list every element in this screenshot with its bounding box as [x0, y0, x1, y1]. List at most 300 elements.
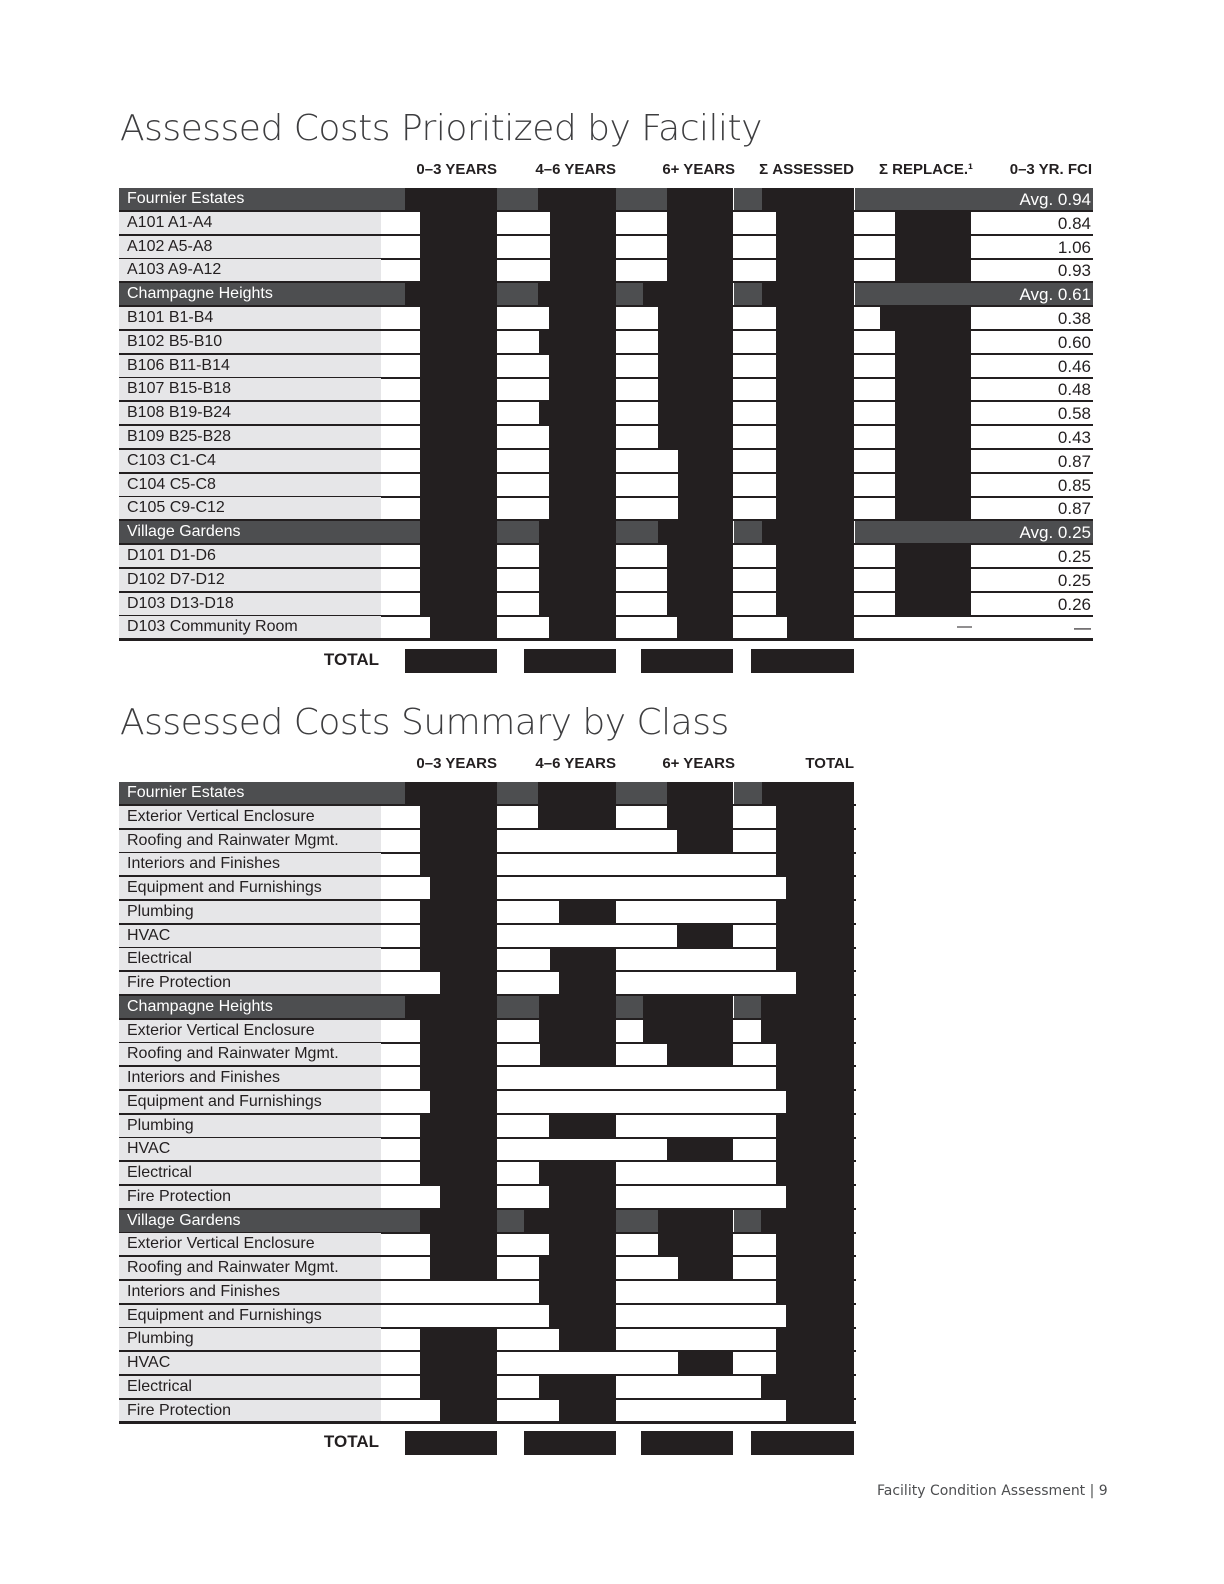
table-row	[119, 1115, 856, 1139]
redacted-value	[420, 426, 497, 450]
table-row	[119, 1257, 856, 1281]
table-row	[119, 450, 1093, 474]
table-row	[119, 830, 856, 854]
group-row	[119, 1210, 856, 1234]
redacted-total-value	[641, 649, 733, 673]
redacted-value	[420, 212, 497, 236]
fci-value: 0.46	[1057, 356, 1091, 376]
redacted-value	[420, 450, 497, 474]
redacted-value	[538, 283, 616, 307]
fci-average: Avg. 0.61	[1019, 285, 1091, 305]
fci-value: 0.26	[1057, 594, 1091, 614]
redacted-value	[895, 212, 971, 236]
table-row	[119, 901, 856, 925]
row-label: Roofing and Rainwater Mgmt.	[119, 1257, 381, 1279]
column-header: 0–3 YEARS	[416, 755, 497, 772]
redacted-value	[776, 450, 854, 474]
redacted-value	[776, 1328, 854, 1352]
redacted-value	[895, 426, 971, 450]
redacted-value	[895, 593, 971, 617]
redacted-value	[776, 474, 854, 498]
column-header: 6+ YEARS	[662, 755, 735, 772]
table-row	[119, 331, 1093, 355]
redacted-value	[776, 426, 854, 450]
redacted-value	[776, 1281, 854, 1305]
group-header-bar	[497, 521, 539, 543]
redacted-value	[559, 1328, 616, 1352]
redacted-value	[538, 188, 616, 212]
redacted-value	[420, 521, 497, 545]
redacted-value	[776, 901, 854, 925]
table-row	[119, 497, 1093, 521]
page-footer: Facility Condition Assessment | 9	[877, 1483, 1108, 1499]
redacted-value	[549, 616, 616, 640]
table-row	[119, 1091, 856, 1115]
redacted-value	[539, 1376, 616, 1400]
redacted-value	[776, 1067, 854, 1091]
redacted-value	[786, 1305, 854, 1329]
table-row	[119, 925, 856, 949]
redacted-value	[677, 616, 733, 640]
group-row	[119, 283, 1093, 307]
redacted-value	[895, 331, 971, 355]
redacted-value	[539, 569, 616, 593]
group-header-bar	[616, 521, 658, 543]
redacted-value	[762, 188, 854, 212]
redacted-value	[762, 782, 854, 806]
redacted-value	[678, 474, 733, 498]
group-header-bar	[734, 1210, 761, 1232]
redacted-value	[895, 474, 971, 498]
redacted-value	[420, 355, 497, 379]
row-label: D103 Community Room	[119, 616, 381, 638]
row-label: Equipment and Furnishings	[119, 1305, 381, 1327]
column-header: 6+ YEARS	[662, 161, 735, 178]
redacted-value	[420, 948, 497, 972]
table-row	[119, 236, 1093, 260]
redacted-value	[549, 378, 616, 402]
column-header: TOTAL	[805, 755, 854, 772]
table-row	[119, 307, 1093, 331]
redacted-value	[895, 402, 971, 426]
redacted-value	[667, 806, 733, 830]
table-row	[119, 806, 856, 830]
redacted-value	[895, 545, 971, 569]
redacted-value	[658, 402, 733, 426]
row-label: B107 B15-B18	[119, 378, 381, 400]
row-label: C103 C1-C4	[119, 450, 381, 472]
redacted-value	[539, 545, 616, 569]
redacted-value	[658, 355, 733, 379]
redacted-value	[776, 497, 854, 521]
redacted-value	[549, 355, 616, 379]
redacted-total-value	[751, 649, 854, 673]
group-header-bar	[616, 1210, 658, 1232]
redacted-value	[539, 1162, 616, 1186]
redacted-value	[420, 545, 497, 569]
redacted-value	[538, 782, 616, 806]
group-header-bar	[616, 188, 667, 210]
redacted-value	[762, 283, 854, 307]
redacted-value	[420, 925, 497, 949]
redacted-value	[550, 212, 616, 236]
redacted-value	[776, 925, 854, 949]
table-row	[119, 1281, 856, 1305]
redacted-value	[405, 996, 497, 1020]
group-label: Champagne Heights	[119, 996, 407, 1018]
redacted-value	[667, 593, 733, 617]
row-label: Fire Protection	[119, 972, 381, 994]
redacted-value	[658, 307, 733, 331]
table-row	[119, 355, 1093, 379]
redacted-value	[549, 474, 616, 498]
table-row	[119, 1305, 856, 1329]
redacted-value	[430, 616, 497, 640]
fci-average: Avg. 0.94	[1019, 190, 1091, 209]
table-row	[119, 1162, 856, 1186]
redacted-total-value	[751, 1431, 854, 1455]
redacted-value	[667, 782, 733, 806]
group-header-bar	[734, 521, 762, 543]
table-row	[119, 616, 1093, 640]
redacted-value	[895, 355, 971, 379]
redacted-value	[658, 378, 733, 402]
row-label: Plumbing	[119, 1328, 381, 1350]
fci-value: 0.84	[1057, 213, 1091, 233]
redacted-value	[761, 996, 854, 1020]
redacted-value	[776, 1162, 854, 1186]
redacted-value	[667, 259, 733, 283]
redacted-value	[440, 1400, 497, 1424]
redacted-value	[420, 1210, 497, 1234]
redacted-value	[539, 1281, 616, 1305]
table-row	[119, 426, 1093, 450]
redacted-value	[420, 1138, 497, 1162]
redacted-value	[559, 901, 616, 925]
group-row	[119, 996, 856, 1020]
redacted-value	[440, 1186, 497, 1210]
redacted-value	[667, 1138, 733, 1162]
group-row	[119, 521, 1093, 545]
redacted-value	[420, 402, 497, 426]
group-label: Village Gardens	[119, 1210, 407, 1232]
group-header-bar	[497, 283, 538, 305]
redacted-value	[643, 996, 733, 1020]
fci-value: 0.25	[1057, 547, 1091, 566]
table-row	[119, 402, 1093, 426]
group-header-bar	[497, 782, 538, 804]
table-row	[119, 593, 1093, 617]
total-label: TOTAL	[323, 650, 379, 669]
redacted-value	[524, 1210, 616, 1234]
group-label: Fournier Estates	[119, 782, 407, 804]
redacted-value	[658, 1233, 733, 1257]
redacted-value	[430, 1233, 497, 1257]
redacted-value	[539, 331, 616, 355]
redacted-total-value	[405, 1431, 497, 1455]
redacted-value	[667, 569, 733, 593]
redacted-total-value	[524, 649, 616, 673]
group-header-bar	[616, 996, 643, 1018]
row-label: B108 B19-B24	[119, 402, 381, 424]
row-label: Plumbing	[119, 901, 381, 923]
fci-value: 0.48	[1057, 380, 1091, 400]
fci-value: 0.93	[1057, 261, 1091, 281]
redacted-value	[761, 1020, 854, 1044]
redacted-value	[776, 1043, 854, 1067]
redacted-value	[776, 331, 854, 355]
row-label: Electrical	[119, 948, 381, 970]
row-label: B102 B5-B10	[119, 331, 381, 353]
redacted-value	[420, 830, 497, 854]
redacted-value	[420, 593, 497, 617]
group-header-bar	[497, 996, 539, 1018]
redacted-value	[549, 1305, 616, 1329]
row-label: Interiors and Finishes	[119, 1281, 381, 1303]
redacted-value	[420, 307, 497, 331]
redacted-value	[761, 1210, 854, 1234]
column-header: Σ REPLACE.¹	[878, 161, 973, 178]
redacted-value	[420, 378, 497, 402]
redacted-value	[539, 402, 616, 426]
row-label: Interiors and Finishes	[119, 853, 381, 875]
redacted-value	[549, 426, 616, 450]
redacted-value	[549, 450, 616, 474]
redacted-value	[786, 1186, 854, 1210]
section-title-prioritized-by-facility: Assessed Costs Prioritized by Facility	[120, 108, 762, 149]
redacted-value	[643, 1020, 733, 1044]
redacted-value	[787, 616, 854, 640]
row-label: C105 C9-C12	[119, 497, 381, 519]
column-header: 4–6 YEARS	[535, 755, 616, 772]
redacted-value	[776, 212, 854, 236]
table-bottom-rule	[119, 1421, 856, 1424]
column-header: 0–3 YEARS	[416, 161, 497, 178]
redacted-value	[420, 236, 497, 260]
fci-value: 0.85	[1057, 475, 1091, 495]
table-bottom-rule	[119, 638, 1093, 641]
redacted-value	[776, 402, 854, 426]
table-row	[119, 1020, 856, 1044]
row-label: D103 D13-D18	[119, 593, 381, 615]
redacted-value	[430, 877, 497, 901]
redacted-value	[776, 1115, 854, 1139]
row-label: Fire Protection	[119, 1186, 381, 1208]
fci-value: 0.87	[1057, 499, 1091, 519]
redacted-value	[559, 1400, 616, 1424]
redacted-value	[430, 1257, 497, 1281]
row-label: Equipment and Furnishings	[119, 1091, 381, 1113]
redacted-value	[895, 259, 971, 283]
fci-value: 0.58	[1057, 404, 1091, 424]
redacted-value	[776, 1233, 854, 1257]
redacted-value	[895, 497, 971, 521]
redacted-value	[776, 948, 854, 972]
redacted-value	[762, 521, 854, 545]
redacted-value	[550, 236, 616, 260]
redacted-value	[420, 1043, 497, 1067]
redacted-value	[420, 259, 497, 283]
redacted-value	[678, 497, 733, 521]
row-label: Exterior Vertical Enclosure	[119, 1233, 381, 1255]
redacted-total-value	[524, 1431, 616, 1455]
table-row	[119, 1233, 856, 1257]
redacted-value	[420, 901, 497, 925]
redacted-value	[678, 450, 733, 474]
redacted-value	[776, 1352, 854, 1376]
row-label: Equipment and Furnishings	[119, 877, 381, 899]
redacted-value	[420, 1067, 497, 1091]
table-row	[119, 948, 856, 972]
redacted-value	[776, 569, 854, 593]
row-label: B109 B25-B28	[119, 426, 381, 448]
group-row	[119, 782, 856, 806]
table-row	[119, 1400, 856, 1424]
redacted-value	[559, 972, 616, 996]
redacted-value	[776, 236, 854, 260]
group-label: Fournier Estates	[119, 188, 407, 210]
redacted-value	[658, 426, 733, 450]
redacted-value	[667, 236, 733, 260]
fci-value: 0.43	[1057, 428, 1091, 447]
table-row	[119, 378, 1093, 402]
redacted-value	[776, 355, 854, 379]
group-header-bar	[734, 283, 762, 305]
row-label: Roofing and Rainwater Mgmt.	[119, 1043, 381, 1065]
row-label: Fire Protection	[119, 1400, 381, 1422]
column-header: 0–3 YR. FCI	[1009, 161, 1092, 178]
table-row	[119, 545, 1093, 569]
row-label: B106 B11-B14	[119, 355, 381, 377]
redacted-value	[540, 1043, 616, 1067]
redacted-value	[420, 474, 497, 498]
redacted-value	[786, 877, 854, 901]
redacted-value	[549, 307, 616, 331]
redacted-value	[549, 1115, 616, 1139]
redacted-value	[539, 593, 616, 617]
row-label: HVAC	[119, 1138, 381, 1160]
fci-value: 0.60	[1057, 332, 1091, 352]
table-row	[119, 853, 856, 877]
redacted-value	[420, 1115, 497, 1139]
fci-value: 0.25	[1057, 570, 1091, 590]
redacted-value	[420, 569, 497, 593]
redacted-value	[549, 497, 616, 521]
row-label: Exterior Vertical Enclosure	[119, 1020, 381, 1042]
redacted-value	[667, 1043, 733, 1067]
table-row	[119, 1352, 856, 1376]
redacted-value	[405, 188, 497, 212]
redacted-value	[776, 1138, 854, 1162]
redacted-value	[895, 569, 971, 593]
group-header-bar	[734, 996, 761, 1018]
redacted-value	[550, 259, 616, 283]
column-header: 4–6 YEARS	[535, 161, 616, 178]
group-header-bar	[616, 283, 643, 305]
redacted-value	[549, 1233, 616, 1257]
redacted-value	[550, 948, 616, 972]
redacted-value	[658, 331, 733, 355]
fci-value: 1.06	[1057, 237, 1091, 257]
group-header-bar	[734, 782, 762, 804]
redacted-value	[420, 331, 497, 355]
table-row	[119, 474, 1093, 498]
redacted-total-value	[641, 1431, 733, 1455]
group-label: Village Gardens	[119, 521, 407, 543]
row-label: Electrical	[119, 1376, 381, 1398]
redacted-value	[776, 853, 854, 877]
row-label: Roofing and Rainwater Mgmt.	[119, 830, 381, 852]
group-label: Champagne Heights	[119, 283, 407, 305]
fci-average: Avg. 0.25	[1019, 523, 1091, 543]
redacted-value	[776, 830, 854, 854]
redacted-value	[420, 497, 497, 521]
redacted-value	[539, 521, 616, 545]
replace-value-dash: —	[957, 618, 972, 636]
row-label: Plumbing	[119, 1115, 381, 1137]
table-row	[119, 212, 1093, 236]
redacted-value	[667, 212, 733, 236]
redacted-value	[786, 1400, 854, 1424]
row-label: A103 A9-A12	[119, 259, 381, 281]
row-label: B101 B1-B4	[119, 307, 381, 329]
table-row	[119, 1328, 856, 1352]
row-label: HVAC	[119, 925, 381, 947]
table-row	[119, 972, 856, 996]
row-label: Exterior Vertical Enclosure	[119, 806, 381, 828]
redacted-value	[895, 378, 971, 402]
row-label: D102 D7-D12	[119, 569, 381, 591]
redacted-value	[895, 236, 971, 260]
redacted-value	[420, 1020, 497, 1044]
row-label: A102 A5-A8	[119, 236, 381, 258]
redacted-value	[776, 259, 854, 283]
redacted-value	[796, 972, 854, 996]
row-label: Electrical	[119, 1162, 381, 1184]
fci-value: —	[1074, 618, 1091, 638]
table-row	[119, 259, 1093, 283]
row-label: D101 D1-D6	[119, 545, 381, 567]
row-label: HVAC	[119, 1352, 381, 1374]
redacted-value	[880, 307, 971, 331]
redacted-value	[420, 1376, 497, 1400]
table-row	[119, 1376, 856, 1400]
group-row	[119, 188, 1093, 212]
redacted-value	[539, 996, 616, 1020]
row-label: Interiors and Finishes	[119, 1067, 381, 1089]
redacted-value	[776, 307, 854, 331]
redacted-value	[776, 1257, 854, 1281]
group-header-bar	[497, 188, 538, 210]
redacted-value	[658, 1210, 733, 1234]
row-label: A101 A1-A4	[119, 212, 381, 234]
redacted-value	[539, 1020, 616, 1044]
table-row	[119, 877, 856, 901]
redacted-value	[761, 1376, 854, 1400]
row-label: C104 C5-C8	[119, 474, 381, 496]
group-header-bar	[616, 782, 667, 804]
redacted-value	[430, 1091, 497, 1115]
total-label: TOTAL	[323, 1432, 379, 1451]
column-header: Σ ASSESSED	[759, 161, 854, 178]
redacted-value	[658, 521, 733, 545]
redacted-value	[786, 1091, 854, 1115]
section-title-summary-by-class: Assessed Costs Summary by Class	[120, 702, 729, 743]
redacted-value	[420, 806, 497, 830]
redacted-value	[440, 972, 497, 996]
redacted-value	[420, 853, 497, 877]
redacted-value	[539, 1257, 616, 1281]
